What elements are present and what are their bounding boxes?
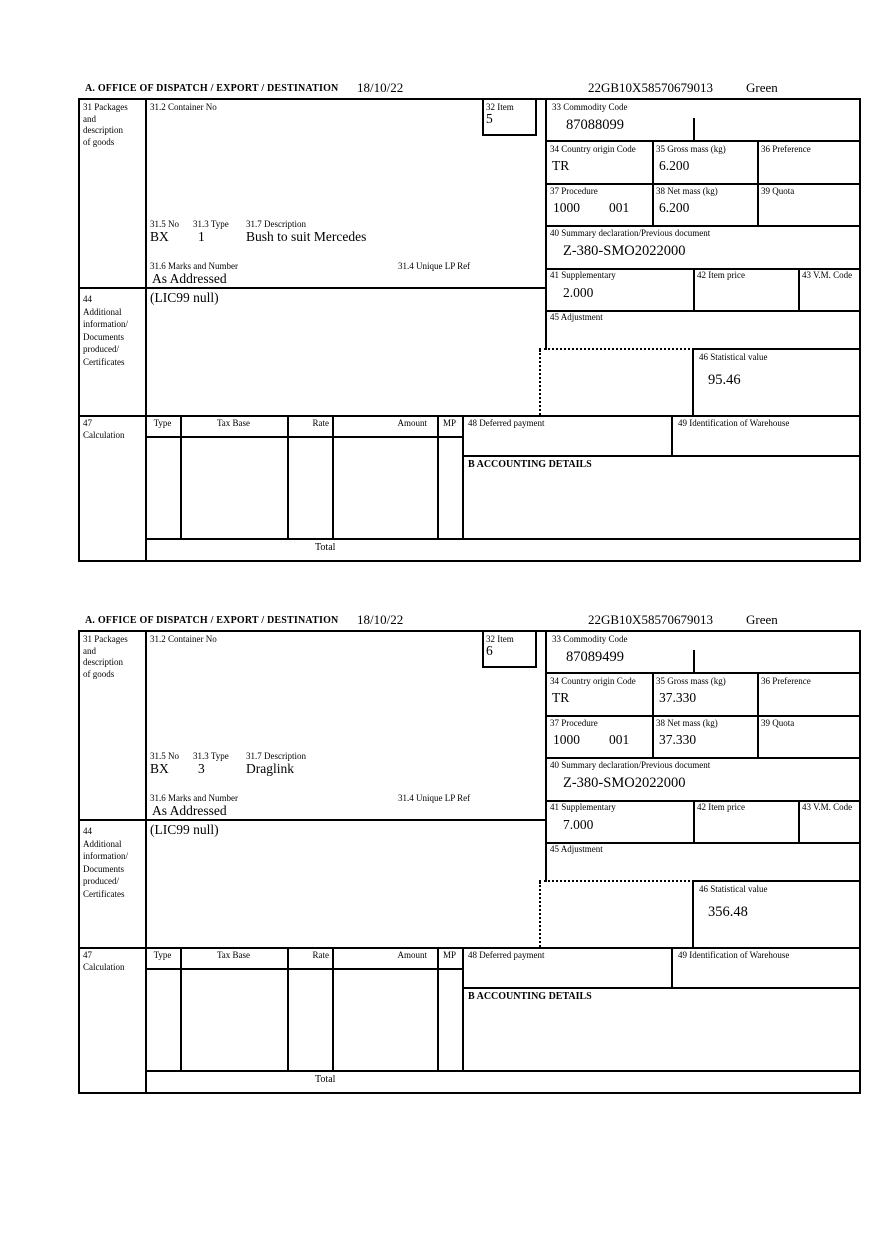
- tax-base-column-header: Tax Base: [216, 950, 251, 960]
- goods-description-label: 31.7 Description: [246, 751, 306, 761]
- commodity-code-separator: [693, 118, 695, 142]
- declaration-date: 18/10/22: [357, 80, 404, 95]
- divider-line: [332, 947, 334, 1070]
- divider-line: [692, 348, 694, 415]
- divider-line: [545, 672, 861, 674]
- dotted-divider-line: [539, 882, 541, 947]
- tax-rate-column-header: Rate: [312, 418, 329, 428]
- adjustment-label: 45 Adjustment: [550, 312, 603, 322]
- previous-document-value: Z-380-SMO2022000: [563, 243, 686, 259]
- marks-and-number-value: As Addressed: [152, 271, 227, 286]
- country-origin-value: TR: [552, 158, 570, 173]
- tax-mp-column-header: MP: [442, 950, 456, 960]
- divider-line: [693, 268, 695, 312]
- packages-no-label: 31.5 No: [150, 219, 179, 229]
- divider-line: [437, 947, 439, 1070]
- box31-label: 31 Packages and description of goods: [83, 102, 128, 147]
- warehouse-id-label: 49 Identification of Warehouse: [678, 950, 790, 960]
- unique-lp-ref-label: 31.4 Unique LP Ref: [398, 261, 471, 271]
- divider-line: [545, 225, 861, 227]
- packages-no-value: BX: [150, 761, 169, 776]
- box47-label: 47 Calculation: [83, 950, 125, 972]
- divider-line: [145, 538, 859, 540]
- country-origin-label: 34 Country origin Code: [550, 676, 636, 686]
- marks-and-number-label: 31.6 Marks and Number: [150, 261, 238, 271]
- form-header: [78, 612, 861, 629]
- sad-item-form: [78, 80, 861, 564]
- procedure-qualifier-value: 001: [609, 732, 630, 747]
- procedure-value: 1000: [553, 200, 580, 215]
- tax-amount-column-header: Amount: [397, 418, 427, 428]
- divider-line: [545, 140, 861, 142]
- procedure-label: 37 Procedure: [550, 186, 598, 196]
- routing-status: Green: [746, 612, 778, 627]
- divider-line: [671, 947, 673, 987]
- item-price-label: 42 Item price: [697, 270, 745, 280]
- item-number-label: 32 Item: [486, 634, 514, 644]
- warehouse-id-label: 49 Identification of Warehouse: [678, 418, 790, 428]
- net-mass-label: 38 Net mass (kg): [656, 718, 718, 728]
- divider-line: [437, 415, 439, 538]
- routing-status: Green: [746, 80, 778, 95]
- divider-line: [462, 987, 859, 989]
- office-of-dispatch-label: A. OFFICE OF DISPATCH / EXPORT / DESTINATION: [85, 615, 339, 626]
- item-number-value: 6: [486, 643, 493, 658]
- marks-and-number-value: As Addressed: [152, 803, 227, 818]
- divider-line: [798, 800, 800, 844]
- mrn-value: 22GB10X58570679013: [588, 612, 713, 627]
- gross-mass-value: 37.330: [659, 690, 697, 705]
- divider-line: [80, 415, 859, 417]
- packages-type-value: 1: [198, 229, 205, 244]
- divider-line: [80, 287, 545, 289]
- divider-line: [482, 632, 484, 668]
- tax-base-column-header: Tax Base: [216, 418, 251, 428]
- goods-description-label: 31.7 Description: [246, 219, 306, 229]
- previous-document-label: 40 Summary declaration/Previous document: [550, 760, 711, 770]
- divider-line: [482, 666, 537, 668]
- box44-label: 44 Additional information/ Documents produced/ Certificates: [83, 294, 128, 367]
- divider-line: [145, 100, 147, 560]
- tax-type-column-header: Type: [153, 950, 172, 960]
- total-label: Total: [315, 542, 336, 553]
- divider-line: [798, 268, 800, 312]
- statistical-value: 356.48: [708, 904, 748, 920]
- marks-and-number-label: 31.6 Marks and Number: [150, 793, 238, 803]
- vm-code-label: 43 V.M. Code: [802, 802, 853, 812]
- adjustment-label: 45 Adjustment: [550, 844, 603, 854]
- deferred-payment-label: 48 Deferred payment: [468, 950, 545, 960]
- vm-code-label: 43 V.M. Code: [802, 270, 853, 280]
- quota-label: 39 Quota: [761, 718, 795, 728]
- divider-line: [545, 715, 861, 717]
- divider-line: [80, 947, 859, 949]
- divider-line: [692, 348, 861, 350]
- dotted-divider-line: [539, 880, 694, 882]
- procedure-value: 1000: [553, 732, 580, 747]
- net-mass-value: 37.330: [659, 732, 697, 747]
- item-number-label: 32 Item: [486, 102, 514, 112]
- preference-label: 36 Preference: [761, 144, 811, 154]
- additional-information-value: (LIC99 null): [150, 822, 219, 837]
- divider-line: [145, 632, 147, 1092]
- packages-no-label: 31.5 No: [150, 751, 179, 761]
- divider-line: [145, 1070, 859, 1072]
- form-header: [78, 80, 861, 97]
- mrn-value: 22GB10X58570679013: [588, 80, 713, 95]
- container-no-label: 31.2 Container No: [150, 634, 217, 644]
- divider-line: [145, 968, 464, 970]
- procedure-qualifier-value: 001: [609, 200, 630, 215]
- commodity-code-value: 87088099: [566, 117, 624, 133]
- divider-line: [287, 947, 289, 1070]
- divider-line: [80, 819, 545, 821]
- gross-mass-label: 35 Gross mass (kg): [656, 676, 726, 686]
- divider-line: [482, 100, 484, 136]
- statistical-value-label: 46 Statistical value: [699, 884, 768, 894]
- divider-line: [332, 415, 334, 538]
- previous-document-value: Z-380-SMO2022000: [563, 775, 686, 791]
- divider-line: [180, 415, 182, 538]
- net-mass-label: 38 Net mass (kg): [656, 186, 718, 196]
- packages-type-label: 31.3 Type: [193, 751, 229, 761]
- unique-lp-ref-label: 31.4 Unique LP Ref: [398, 793, 471, 803]
- item-number-value: 5: [486, 111, 493, 126]
- supplementary-label: 41 Supplementary: [550, 270, 616, 280]
- goods-description-value: Bush to suit Mercedes: [246, 229, 367, 244]
- additional-information-value: (LIC99 null): [150, 290, 219, 305]
- procedure-label: 37 Procedure: [550, 718, 598, 728]
- divider-line: [692, 880, 861, 882]
- divider-line: [462, 455, 859, 457]
- declaration-date: 18/10/22: [357, 612, 404, 627]
- accounting-details-label: B ACCOUNTING DETAILS: [468, 459, 592, 470]
- box31-label: 31 Packages and description of goods: [83, 634, 128, 679]
- divider-line: [535, 100, 537, 136]
- supplementary-value: 7.000: [563, 817, 594, 832]
- packages-type-label: 31.3 Type: [193, 219, 229, 229]
- packages-no-value: BX: [150, 229, 169, 244]
- divider-line: [462, 947, 464, 1070]
- divider-line: [145, 436, 464, 438]
- supplementary-value: 2.000: [563, 285, 594, 300]
- commodity-code-label: 33 Commodity Code: [552, 634, 628, 644]
- declaration-grid: [78, 630, 861, 1094]
- container-no-label: 31.2 Container No: [150, 102, 217, 112]
- quota-label: 39 Quota: [761, 186, 795, 196]
- box47-label: 47 Calculation: [83, 418, 125, 440]
- total-label: Total: [315, 1074, 336, 1085]
- divider-line: [287, 415, 289, 538]
- divider-line: [545, 183, 861, 185]
- commodity-code-separator: [693, 650, 695, 674]
- packages-type-value: 3: [198, 761, 205, 776]
- tax-amount-column-header: Amount: [397, 950, 427, 960]
- office-of-dispatch-label: A. OFFICE OF DISPATCH / EXPORT / DESTINATION: [85, 83, 339, 94]
- declaration-grid: [78, 98, 861, 562]
- previous-document-label: 40 Summary declaration/Previous document: [550, 228, 711, 238]
- deferred-payment-label: 48 Deferred payment: [468, 418, 545, 428]
- statistical-value: 95.46: [708, 372, 741, 388]
- net-mass-value: 6.200: [659, 200, 690, 215]
- goods-description-value: Draglink: [246, 761, 294, 776]
- gross-mass-label: 35 Gross mass (kg): [656, 144, 726, 154]
- commodity-code-value: 87089499: [566, 649, 624, 665]
- dotted-divider-line: [539, 348, 694, 350]
- accounting-details-label: B ACCOUNTING DETAILS: [468, 991, 592, 1002]
- item-price-label: 42 Item price: [697, 802, 745, 812]
- country-origin-value: TR: [552, 690, 570, 705]
- sad-item-form: [78, 612, 861, 1096]
- tax-type-column-header: Type: [153, 418, 172, 428]
- divider-line: [545, 757, 861, 759]
- divider-line: [671, 415, 673, 455]
- divider-line: [693, 800, 695, 844]
- tax-rate-column-header: Rate: [312, 950, 329, 960]
- divider-line: [692, 880, 694, 947]
- supplementary-label: 41 Supplementary: [550, 802, 616, 812]
- country-origin-label: 34 Country origin Code: [550, 144, 636, 154]
- divider-line: [180, 947, 182, 1070]
- divider-line: [462, 415, 464, 538]
- divider-line: [535, 632, 537, 668]
- statistical-value-label: 46 Statistical value: [699, 352, 768, 362]
- box44-label: 44 Additional information/ Documents produced/ Certificates: [83, 826, 128, 899]
- divider-line: [482, 134, 537, 136]
- gross-mass-value: 6.200: [659, 158, 690, 173]
- tax-mp-column-header: MP: [442, 418, 456, 428]
- preference-label: 36 Preference: [761, 676, 811, 686]
- dotted-divider-line: [539, 350, 541, 415]
- commodity-code-label: 33 Commodity Code: [552, 102, 628, 112]
